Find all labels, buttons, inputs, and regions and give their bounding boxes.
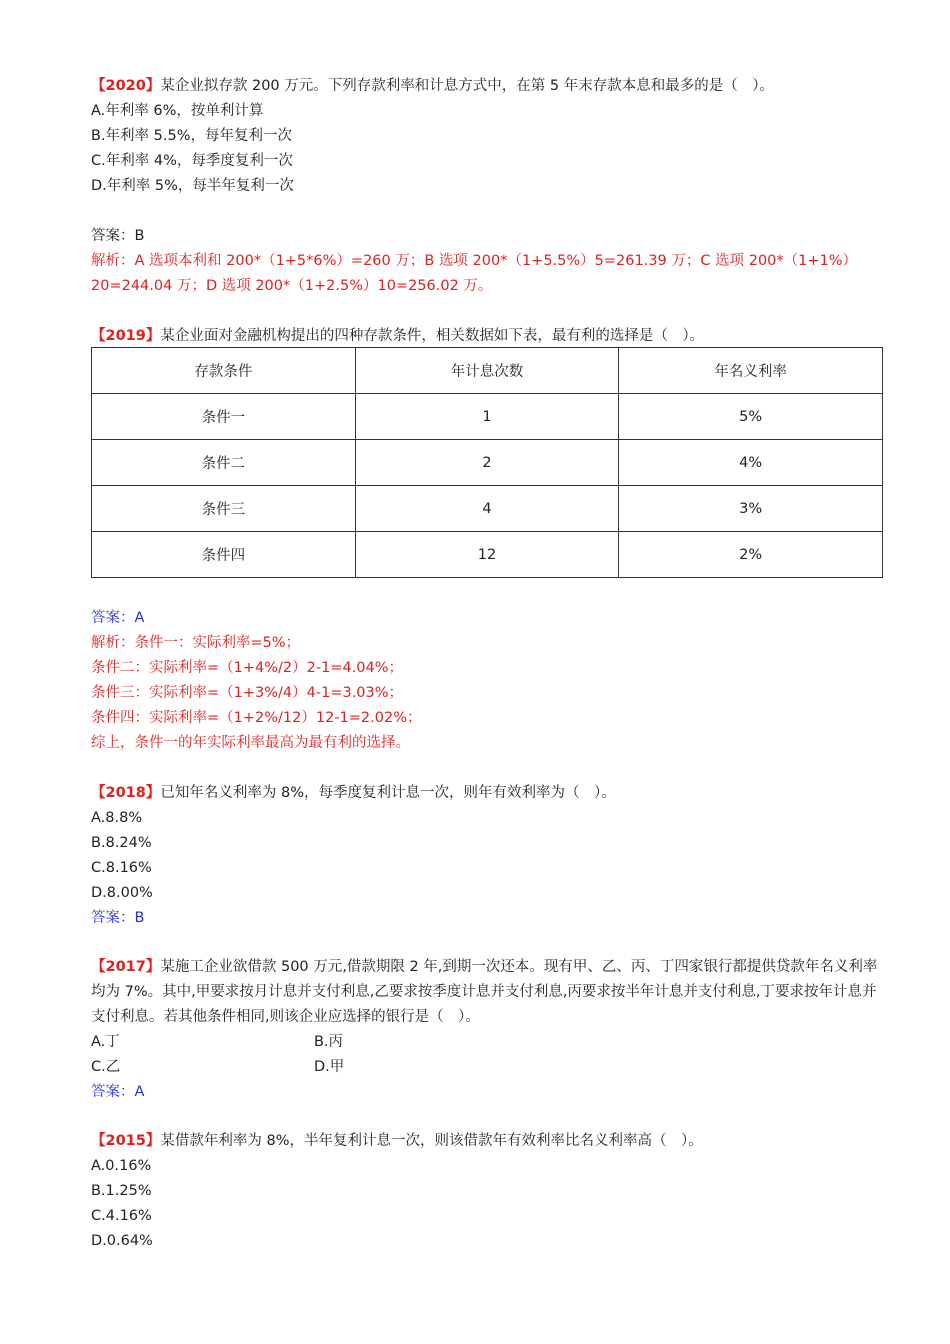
answer: 答案：A [91, 1084, 145, 1100]
option-d: D.8.00% [91, 885, 153, 901]
option-a: A.8.8% [91, 810, 143, 826]
question-2018 [91, 781, 891, 931]
option-c: C.乙 [91, 1059, 121, 1075]
analysis-line: 条件四：实际利率=（1+2%/12）12-1=2.02%； [91, 710, 422, 726]
option-d: D.年利率 5%，每半年复利一次 [91, 178, 294, 194]
answer: 答案：B [91, 228, 145, 244]
question-stem [91, 324, 891, 349]
question-year: 【2017】 [91, 959, 161, 975]
table-cell: 12 [355, 532, 619, 578]
table-cell: 2 [355, 440, 619, 486]
option-a: A.丁 [91, 1034, 120, 1050]
analysis-line: 20=244.04 万；D 选项 200*（1+2.5%）10=256.02 万。 [91, 278, 493, 294]
question-2017 [91, 955, 891, 1105]
question-stem [91, 74, 891, 99]
question-2020 [91, 74, 891, 299]
option-b: B.8.24% [91, 835, 152, 851]
table-cell: 条件四 [92, 532, 356, 578]
option-b: B.年利率 5.5%，每年复利一次 [91, 128, 293, 144]
question-year: 【2019】 [91, 328, 161, 344]
question-year: 【2018】 [91, 785, 161, 801]
option-b: B.1.25% [91, 1183, 152, 1199]
table-row [92, 532, 883, 578]
question-2019 [91, 324, 891, 349]
option-c: C.8.16% [91, 860, 152, 876]
answer: 答案：B [91, 910, 145, 926]
question-year: 【2020】 [91, 78, 161, 94]
table-cell: 条件二 [92, 440, 356, 486]
options-row [91, 1055, 891, 1080]
table-cell: 条件三 [92, 486, 356, 532]
option-c: C.4.16% [91, 1208, 152, 1224]
option-d: D.0.64% [91, 1233, 153, 1249]
table-cell: 1 [355, 394, 619, 440]
question-text: 已知年名义利率为 8%，每季度复利计息一次，则年有效利率为（ ）。 [160, 785, 616, 801]
table-cell: 2% [619, 532, 883, 578]
option-a: A.0.16% [91, 1158, 152, 1174]
analysis-line: 解析：A 选项本利和 200*（1+5*6%）=260 万；B 选项 200*（1+5.5%）5=261.39 万；C 选项 200*（1+1%） [91, 253, 858, 269]
column-header: 年计息次数 [355, 348, 619, 394]
question-2015 [91, 1129, 891, 1254]
table-cell: 条件一 [92, 394, 356, 440]
question-stem [91, 1129, 891, 1154]
analysis-line: 解析：条件一：实际利率=5%； [91, 635, 301, 651]
column-header: 年名义利率 [619, 348, 883, 394]
options-row [91, 1030, 891, 1055]
table-cell: 5% [619, 394, 883, 440]
column-header: 存款条件 [92, 348, 356, 394]
question-stem [91, 781, 891, 806]
table-row [92, 486, 883, 532]
table-row [92, 440, 883, 486]
option-b: B.丙 [314, 1034, 344, 1050]
question-stem [91, 955, 891, 1030]
question-text: 某借款年利率为 8%，半年复利计息一次，则该借款年有效利率比名义利率高（ ）。 [160, 1133, 703, 1149]
table-cell: 4 [355, 486, 619, 532]
answer: 答案：A [91, 610, 145, 626]
question-text: 某企业面对金融机构提出的四种存款条件，相关数据如下表，最有利的选择是（ ）。 [160, 328, 705, 344]
table-header-row [92, 348, 883, 394]
analysis-line: 综上，条件一的年实际利率最高为最有利的选择。 [91, 735, 410, 751]
question-text: 某企业拟存款 200 万元。下列存款利率和计息方式中，在第 5 年末存款本息和最多的是（ ）。 [160, 78, 774, 94]
question-text: 某施工企业欲借款 500 万元,借款期限 2 年,到期一次还本。现有甲、乙、丙、丁四家银行都提供贷款年名义利率均为 7%。其中,甲要求按月计息并支付利息,乙要求按季度计息并支付利息,丙要求按半年计息并支付利息,丁要求按年计息并支付利息。若其他条件相同,则该企业应选择的银行是（ ）。 [91, 959, 878, 1025]
table-cell: 4% [619, 440, 883, 486]
deposit-conditions-table [91, 347, 883, 578]
question-year: 【2015】 [91, 1133, 161, 1149]
option-d: D.甲 [314, 1059, 345, 1075]
analysis-line: 条件二：实际利率=（1+4%/2）2-1=4.04%； [91, 660, 404, 676]
table-row [92, 394, 883, 440]
table-cell: 3% [619, 486, 883, 532]
question-2019-solution [91, 606, 891, 756]
option-a: A.年利率 6%，按单利计算 [91, 103, 264, 119]
option-c: C.年利率 4%，每季度复利一次 [91, 153, 293, 169]
analysis-line: 条件三：实际利率=（1+3%/4）4-1=3.03%； [91, 685, 404, 701]
